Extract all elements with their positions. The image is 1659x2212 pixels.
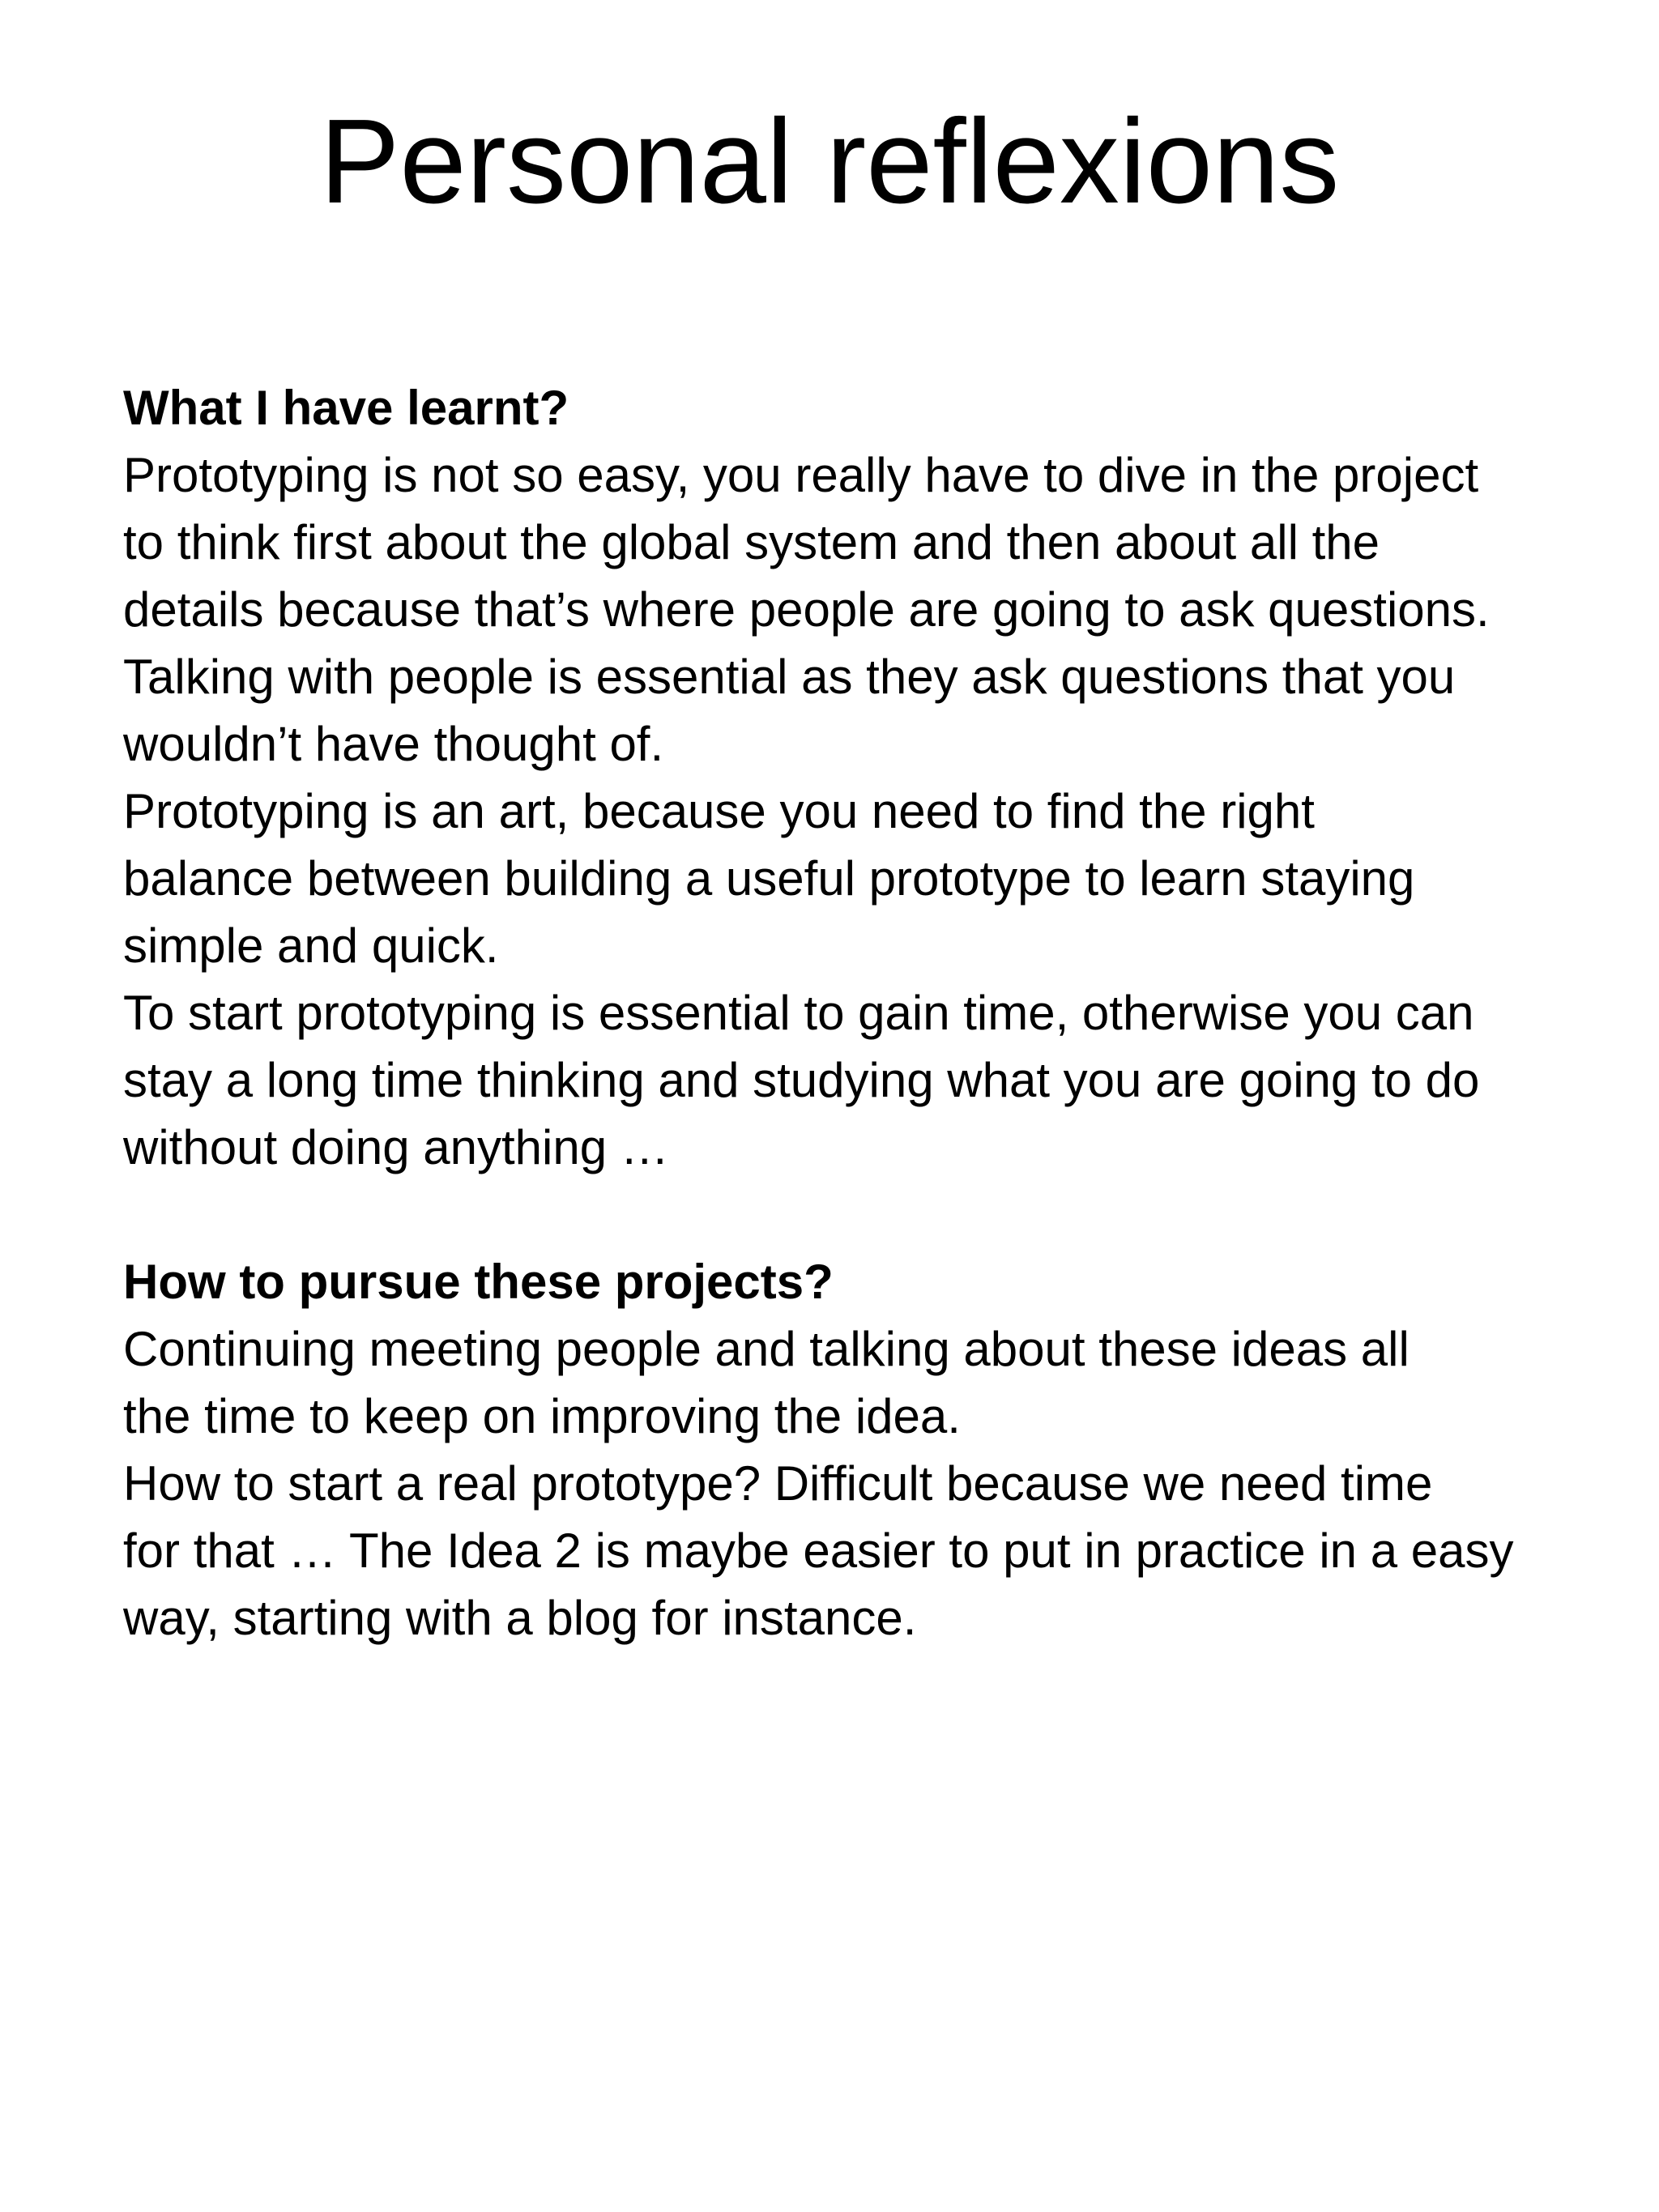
- body-line: stay a long time thinking and studying what you are going to do: [123, 1053, 1480, 1107]
- body-line: wouldn’t have thought of.: [123, 717, 664, 771]
- body-line: details because that’s where people are going to ask questions.: [123, 582, 1490, 637]
- body-line: the time to keep on improving the idea.: [123, 1389, 961, 1443]
- body-line: without doing anything …: [123, 1120, 669, 1174]
- section-how-to-pursue: [123, 1248, 1597, 1652]
- slide-title: Personal reflexions: [319, 95, 1340, 228]
- body-line: Prototyping is not so easy, you really have to dive in the project: [123, 448, 1479, 502]
- section-heading: What I have learnt?: [123, 381, 569, 435]
- section-what-i-have-learnt: [123, 374, 1597, 1181]
- body-line: How to start a real prototype? Difficult because we need time: [123, 1456, 1433, 1511]
- slide-body: [123, 374, 1597, 1652]
- body-line: to think first about the global system and then about all the: [123, 515, 1380, 569]
- paragraph-spacer: [123, 1181, 1597, 1248]
- body-line: To start prototyping is essential to gain time, otherwise you can: [123, 986, 1474, 1040]
- body-line: simple and quick.: [123, 918, 499, 973]
- body-line: Prototyping is an art, because you need to find the right: [123, 784, 1315, 838]
- body-line: for that … The Idea 2 is maybe easier to put in practice in a easy: [123, 1524, 1514, 1578]
- body-line: way, starting with a blog for instance.: [123, 1591, 917, 1645]
- section-heading: How to pursue these projects?: [123, 1255, 834, 1309]
- body-line: Continuing meeting people and talking about these ideas all: [123, 1322, 1410, 1376]
- body-line: Talking with people is essential as they ask questions that you: [123, 650, 1456, 704]
- body-line: balance between building a useful prototype to learn staying: [123, 851, 1415, 906]
